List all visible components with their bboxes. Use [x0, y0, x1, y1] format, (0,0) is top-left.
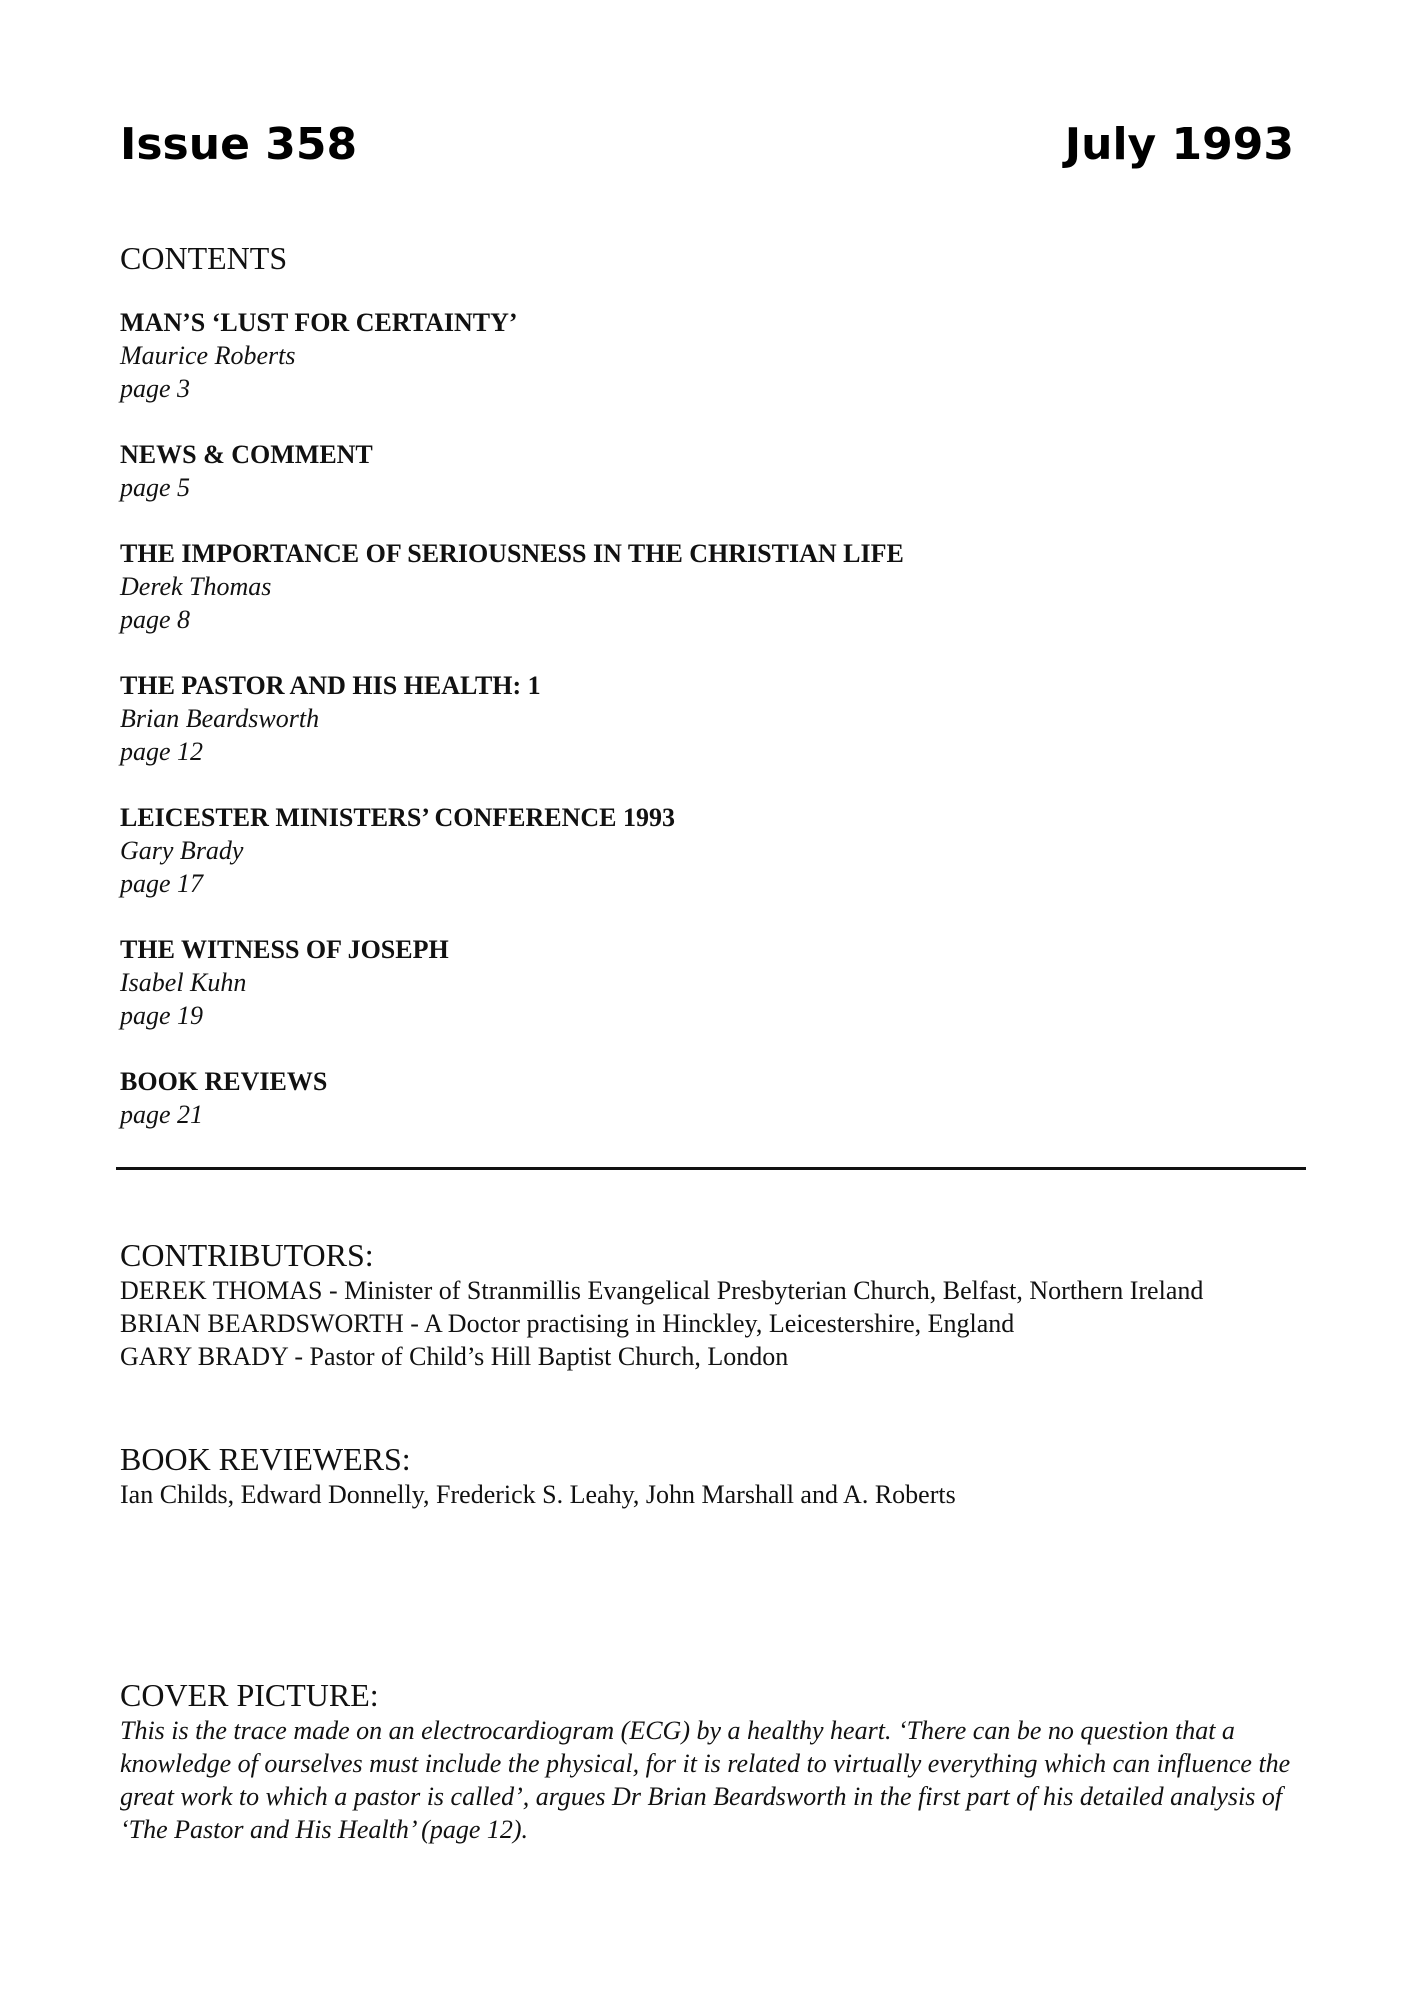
issue-date: July 1993: [1064, 119, 1294, 170]
toc-entry-page: page 12: [120, 737, 204, 766]
toc-entry-page: page 5: [120, 473, 191, 502]
cover-picture-section: [120, 1676, 1300, 1846]
toc-entry-page: page 21: [120, 1100, 204, 1129]
toc-entry-author: Maurice Roberts: [120, 341, 296, 370]
toc-entry-news-comment[interactable]: [120, 438, 1294, 504]
book-reviewers-names: Ian Childs, Edward Donnelly, Frederick S. Leahy, John Marshall and A. Roberts: [120, 1480, 956, 1509]
toc-entry-title: LEICESTER MINISTERS’ CONFERENCE 1993: [120, 803, 676, 832]
table-of-contents: [120, 306, 1294, 1164]
book-reviewers-heading: BOOK REVIEWERS:: [120, 1441, 411, 1477]
toc-entry-pastor-health[interactable]: [120, 669, 1294, 768]
toc-entry-witness-of-joseph[interactable]: [120, 933, 1294, 1032]
contributors-section: [120, 1236, 1300, 1373]
contents-heading: CONTENTS: [120, 240, 288, 276]
toc-entry-seriousness[interactable]: [120, 537, 1294, 636]
toc-entry-page: page 3: [120, 374, 191, 403]
toc-entry-title: MAN’S ‘LUST FOR CERTAINTY’: [120, 308, 518, 337]
book-reviewers-section: [120, 1440, 1300, 1511]
toc-entry-author: Brian Beardsworth: [120, 704, 320, 733]
toc-entry-page: page 8: [120, 605, 191, 634]
toc-entry-title: THE WITNESS OF JOSEPH: [120, 935, 449, 964]
toc-entry-lust-for-certainty[interactable]: [120, 306, 1294, 405]
section-divider: [116, 1167, 1306, 1170]
toc-entry-title: THE PASTOR AND HIS HEALTH: 1: [120, 671, 541, 700]
issue-number: Issue 358: [120, 119, 358, 170]
cover-picture-caption: This is the trace made on an electrocardiogram (ECG) by a healthy heart. ‘There can be no question that a knowledge of ourselves must include the physical, for it is related to virtually everything which can influence the great work to which a pastor is called’, argues Dr Brian Beardsworth in the first part of his detailed analysis of ‘The Pastor and His Health’ (page 12).: [120, 1716, 1291, 1844]
contributor-line: BRIAN BEARDSWORTH - A Doctor practising in Hinckley, Leicestershire, England: [120, 1309, 1015, 1338]
toc-entry-title: BOOK REVIEWS: [120, 1067, 328, 1096]
toc-entry-page: page 17: [120, 869, 204, 898]
toc-entry-book-reviews[interactable]: [120, 1065, 1294, 1131]
toc-entry-author: Isabel Kuhn: [120, 968, 247, 997]
contributor-line: GARY BRADY - Pastor of Child’s Hill Baptist Church, London: [120, 1342, 789, 1371]
toc-entry-author: Gary Brady: [120, 836, 244, 865]
masthead: [120, 118, 1294, 178]
toc-entry-title: THE IMPORTANCE OF SERIOUSNESS IN THE CHRISTIAN LIFE: [120, 539, 904, 568]
contributors-heading: CONTRIBUTORS:: [120, 1237, 374, 1273]
toc-entry-leicester-conference[interactable]: [120, 801, 1294, 900]
toc-entry-page: page 19: [120, 1001, 204, 1030]
contributor-line: DEREK THOMAS - Minister of Stranmillis Evangelical Presbyterian Church, Belfast, Northern Ireland: [120, 1276, 1204, 1305]
cover-picture-heading: COVER PICTURE:: [120, 1677, 379, 1713]
toc-entry-title: NEWS & COMMENT: [120, 440, 373, 469]
toc-entry-author: Derek Thomas: [120, 572, 272, 601]
